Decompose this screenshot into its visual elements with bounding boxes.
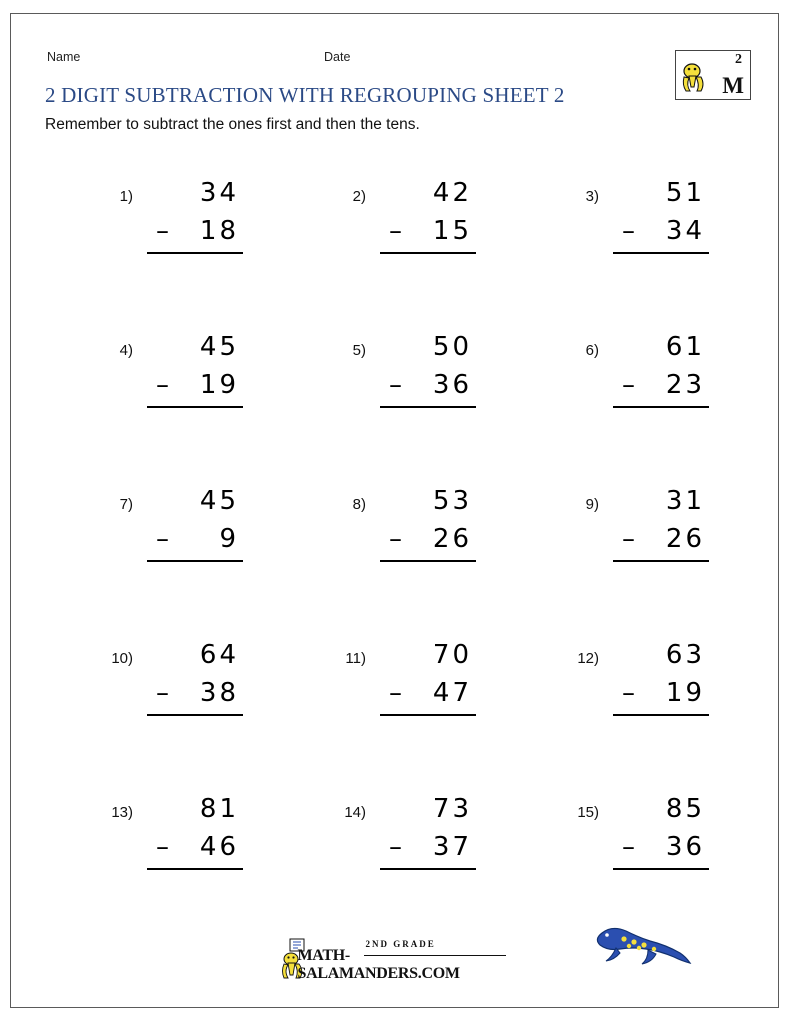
subtrahend: 26: [665, 524, 705, 554]
subtrahend-line: [380, 366, 476, 404]
problem-stack: [147, 328, 243, 408]
name-label: Name: [47, 50, 81, 64]
answer-rule: [147, 714, 243, 716]
subtrahend-line: [613, 674, 709, 712]
problem-stack: [613, 328, 709, 408]
subtrahend-line: [380, 520, 476, 558]
problem-stack: [380, 174, 476, 254]
subtrahend-line: [380, 828, 476, 866]
subtrahend-line: [147, 674, 243, 712]
problem-cell: [513, 482, 746, 636]
minuend: 51: [665, 178, 705, 208]
footer-logo: [280, 933, 510, 985]
subtrahend-line: [147, 520, 243, 558]
minus-icon: –: [389, 524, 402, 554]
grade-badge: [675, 50, 751, 100]
problem-stack: [380, 636, 476, 716]
minuend: 63: [665, 640, 705, 670]
problem-cell: [47, 482, 280, 636]
problem-stack: [147, 790, 243, 870]
minus-icon: –: [622, 370, 635, 400]
footer-grade-label: 2ND GRADE: [365, 939, 436, 949]
answer-rule: [380, 714, 476, 716]
problem-stack: [613, 482, 709, 562]
answer-rule: [613, 406, 709, 408]
problem-number: 9): [585, 496, 599, 513]
problem-number: 12): [577, 650, 599, 667]
minus-icon: –: [156, 370, 169, 400]
subtrahend-line: [147, 366, 243, 404]
subtrahend: 47: [432, 678, 472, 708]
problem-number: 4): [119, 342, 133, 359]
problem-number: 7): [119, 496, 133, 513]
problem-number: 13): [111, 804, 133, 821]
problem-number: 11): [345, 650, 366, 667]
problem-stack: [380, 328, 476, 408]
grade-badge-number: 2: [735, 52, 742, 67]
answer-rule: [147, 406, 243, 408]
minuend: 45: [199, 332, 239, 362]
page-title: 2 DIGIT SUBTRACTION WITH REGROUPING SHEET 2: [45, 83, 565, 107]
minuend: 53: [432, 486, 472, 516]
minuend: 42: [432, 178, 472, 208]
minuend: 73: [432, 794, 472, 824]
problem-stack: [147, 482, 243, 562]
problem-number: 10): [111, 650, 133, 667]
problem-number: 1): [119, 188, 133, 205]
subtrahend-line: [613, 366, 709, 404]
subtrahend: 46: [199, 832, 239, 862]
problem-number: 2): [352, 188, 366, 205]
minus-icon: –: [156, 216, 169, 246]
answer-rule: [147, 252, 243, 254]
subtrahend: 26: [432, 524, 472, 554]
minus-icon: –: [622, 678, 635, 708]
minus-icon: –: [622, 524, 635, 554]
subtrahend: 36: [665, 832, 705, 862]
subtrahend-line: [147, 212, 243, 250]
problem-cell: [513, 328, 746, 482]
problem-cell: [47, 636, 280, 790]
problem-stack: [613, 790, 709, 870]
minus-icon: –: [389, 832, 402, 862]
problem-number: 6): [585, 342, 599, 359]
problem-stack: [613, 174, 709, 254]
problem-number: 8): [352, 496, 366, 513]
lizard-icon: [586, 923, 694, 969]
answer-rule: [380, 560, 476, 562]
date-label: Date: [324, 50, 351, 64]
subtrahend-line: [613, 212, 709, 250]
problem-row: [47, 328, 747, 482]
problem-cell: [47, 328, 280, 482]
problem-cell: [280, 174, 513, 328]
minuend: 81: [199, 794, 239, 824]
answer-rule: [613, 560, 709, 562]
subtrahend-line: [147, 828, 243, 866]
minuend: 61: [665, 332, 705, 362]
answer-rule: [147, 560, 243, 562]
problem-row: [47, 174, 747, 328]
minus-icon: –: [622, 216, 635, 246]
answer-rule: [613, 252, 709, 254]
subtrahend: 23: [665, 370, 705, 400]
minus-icon: –: [622, 832, 635, 862]
problem-stack: [380, 482, 476, 562]
subtrahend-line: [380, 212, 476, 250]
subtrahend: 37: [432, 832, 472, 862]
problems-grid: [47, 174, 747, 944]
footer-site-url: MATH-SALAMANDERS.COM: [297, 947, 460, 982]
problem-stack: [613, 636, 709, 716]
answer-rule: [147, 868, 243, 870]
salamanders-m-icon: M: [722, 73, 744, 98]
problem-cell: [280, 636, 513, 790]
subtrahend: 36: [432, 370, 472, 400]
subtrahend-line: [613, 520, 709, 558]
problem-cell: [280, 482, 513, 636]
answer-rule: [613, 868, 709, 870]
subtrahend: 15: [432, 216, 472, 246]
footer: [11, 921, 778, 991]
worksheet-page: [10, 13, 779, 1008]
minus-icon: –: [156, 678, 169, 708]
problem-number: 15): [577, 804, 599, 821]
minus-icon: –: [156, 524, 169, 554]
subtrahend: 18: [199, 216, 239, 246]
instructions-text: Remember to subtract the ones first and then the tens.: [45, 116, 420, 133]
problem-cell: [513, 174, 746, 328]
problem-row: [47, 482, 747, 636]
subtrahend: 34: [665, 216, 705, 246]
minuend: 50: [432, 332, 472, 362]
answer-rule: [380, 868, 476, 870]
minuend: 34: [199, 178, 239, 208]
minuend: 85: [665, 794, 705, 824]
minus-icon: –: [389, 678, 402, 708]
minus-icon: –: [389, 370, 402, 400]
problem-number: 14): [344, 804, 366, 821]
problem-cell: [47, 174, 280, 328]
subtrahend: 19: [199, 370, 239, 400]
problem-number: 5): [352, 342, 366, 359]
problem-cell: [513, 636, 746, 790]
subtrahend: 38: [199, 678, 239, 708]
minuend: 31: [665, 486, 705, 516]
problem-stack: [147, 174, 243, 254]
problem-stack: [380, 790, 476, 870]
minuend: 64: [199, 640, 239, 670]
problem-row: [47, 636, 747, 790]
subtrahend-line: [380, 674, 476, 712]
minus-icon: –: [389, 216, 402, 246]
subtrahend: 19: [665, 678, 705, 708]
subtrahend: 9: [219, 524, 239, 554]
problem-stack: [147, 636, 243, 716]
answer-rule: [380, 406, 476, 408]
answer-rule: [380, 252, 476, 254]
minus-icon: –: [156, 832, 169, 862]
minuend: 70: [432, 640, 472, 670]
subtrahend-line: [613, 828, 709, 866]
problem-number: 3): [585, 188, 599, 205]
problem-cell: [280, 328, 513, 482]
minuend: 45: [199, 486, 239, 516]
answer-rule: [613, 714, 709, 716]
salamander-logo-icon: [680, 59, 714, 95]
